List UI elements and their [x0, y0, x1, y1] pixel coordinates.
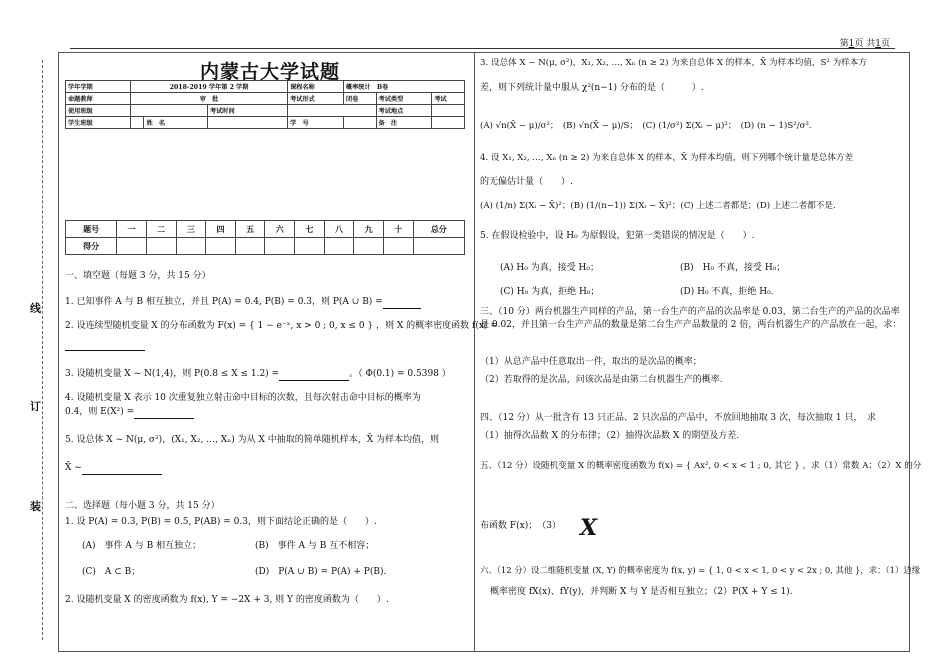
score-header-cell: 题号: [66, 221, 117, 238]
info-cell: 闭卷: [343, 93, 376, 105]
info-row: [66, 93, 465, 105]
binding-line: [42, 60, 43, 640]
score-header-cell: 四: [206, 221, 236, 238]
question-choice-4-line2: 的无偏估计量（ ）.: [480, 177, 573, 187]
score-cell[interactable]: [146, 238, 176, 255]
binding-label-zhuang: 装: [30, 500, 41, 513]
question-choice-1: 1. 设 P(A) = 0.3, P(B) = 0.5, P(AB) = 0.3，则下面结论正确的是（ ）.: [65, 517, 377, 527]
question-fill-1: [65, 296, 421, 309]
problem-5: 五、（12 分）设随机变量 X 的概率密度函数为 f(x) = { Ax², 0 < x < 1 ; 0, 其它 } ，求（1）常数 A；（2）X 的分: [480, 461, 922, 471]
question-fill-4-text: 0.4，则 E(X²) =: [65, 407, 135, 417]
info-row: [66, 81, 465, 93]
score-header-cell: 总分: [413, 221, 464, 238]
question-choice-3: 3. 设总体 X ~ N(μ, σ²)，X₁, X₂, …, Xₙ (n ≥ 2) 为来自总体 X 的样本，X̄ 为样本均值，S² 为样本方: [480, 58, 867, 68]
choice-5-option-b[interactable]: (B) H₀ 不真，接受 H₀；: [680, 263, 786, 273]
question-fill-2-blank: [65, 338, 145, 351]
choice-5-option-d[interactable]: (D) H₀ 不真，拒绝 H₀.: [680, 287, 774, 297]
score-header-cell: 九: [354, 221, 384, 238]
exam-info-table: [65, 80, 465, 129]
score-header-cell: 三: [176, 221, 206, 238]
column-divider: [474, 52, 475, 652]
question-fill-5-line2: [65, 462, 162, 475]
score-header-cell: 六: [265, 221, 295, 238]
score-row-label: 得分: [66, 238, 117, 255]
info-cell: 备 注: [376, 117, 432, 129]
score-header-cell: 五: [235, 221, 265, 238]
score-cell[interactable]: [354, 238, 384, 255]
problem-3: 三、（10 分）两台机器生产同样的产品，第一台生产的产品的次品率是 0.03，第二台生产的产品的次品率是 0.02，并且第一台生产产品的数量是第二台生产产品数量的 2 倍，两台机器生产的产品放在一起，求：: [480, 307, 902, 330]
info-cell: 概率统计 B卷: [343, 81, 464, 93]
info-cell: 考试时间: [207, 105, 287, 117]
info-cell: 学年学期: [66, 81, 131, 93]
choice-5-option-a[interactable]: (A) H₀ 为真，接受 H₀；: [500, 263, 600, 273]
score-header-cell: 十: [383, 221, 413, 238]
info-row: [66, 105, 465, 117]
problem-5-variable-x: X: [580, 515, 598, 541]
choice-1-option-b[interactable]: (B) 事件 A 与 B 互不相容；: [255, 541, 375, 551]
info-cell: 使用班级: [66, 105, 131, 117]
info-cell: 考试: [432, 93, 465, 105]
question-fill-4-line2: [65, 406, 194, 419]
question-fill-2-text: 2. 设连续型随机变量 X 的分布函数为 F(x) = { 1 − e⁻ˣ, x > 0 ; 0, x ≤ 0 } ，则 X 的概率密度函数 f(x) =: [65, 321, 498, 331]
score-row: [66, 238, 465, 255]
problem-6: 六、（12 分）设二维随机变量 (X, Y) 的概率密度为 f(x, y) = { 1, 0 < x < 1, 0 < y < 2x ; 0, 其他 }，求：（1）边缘: [480, 565, 921, 575]
score-header-cell: 八: [324, 221, 354, 238]
problem-4: 四、（12 分）从一批含有 13 只正品、2 只次品的产品中，不放回地抽取 3 次，每次抽取 1 只， 求: [480, 413, 876, 423]
page-number-current: 1: [848, 39, 855, 49]
choice-4-options[interactable]: (A) (1/n) Σ(Xᵢ − X̄)²；(B) (1/(n−1)) Σ(Xᵢ − X̄)²；(C) 上述二者都是；(D) 上述二者都不是.: [480, 201, 836, 211]
info-cell: 审 批: [131, 93, 288, 105]
score-cell[interactable]: [206, 238, 236, 255]
score-header-cell: 七: [295, 221, 325, 238]
info-cell: 考试类型: [376, 93, 432, 105]
score-table: [65, 220, 465, 255]
question-choice-4: 4. 设 X₁, X₂, …, Xₙ (n ≥ 2) 为来自总体 X 的样本，X̄ 为样本均值，则下列哪个统计量是总体方差: [480, 153, 854, 163]
info-cell: 学 号: [288, 117, 344, 129]
question-fill-3-hint: 。（ Φ(0.1) = 0.5398 ）: [349, 369, 451, 379]
score-cell[interactable]: [413, 238, 464, 255]
problem-6-line2: 概率密度 fX(x)、fY(y)，并判断 X 与 Y 是否相互独立；（2）P(X + Y ≤ 1).: [490, 587, 793, 597]
info-cell: 课程名称: [288, 81, 344, 93]
choice-5-option-c[interactable]: (C) H₀ 为真，拒绝 H₀；: [500, 287, 600, 297]
question-fill-1-text: 1. 已知事件 A 与 B 相互独立，并且 P(A) = 0.4, P(B) = 0.3，则 P(A ∪ B) =: [65, 297, 383, 307]
score-cell[interactable]: [176, 238, 206, 255]
question-choice-5: 5. 在假设检验中，设 H₀ 为原假设，犯第一类错误的情况是（ ）.: [480, 231, 755, 241]
info-cell: 考试地点: [376, 105, 432, 117]
section-choice-heading: 二、选择题（每小题 3 分，共 15 分）: [65, 501, 220, 511]
answer-blank[interactable]: [134, 408, 194, 419]
question-choice-3-line2: 差，则下列统计量中服从 χ²(n−1) 分布的是（ ）.: [480, 83, 704, 93]
answer-blank[interactable]: [279, 370, 349, 381]
question-fill-5: 5. 设总体 X ~ N(μ, σ²)，(X₁, X₂, …, Xₙ) 为从 X 中抽取的简单随机样本，X̄ 为样本均值，则: [65, 435, 439, 445]
problem-4-parts: （1）抽得次品数 X 的分布律；（2）抽得次品数 X 的期望及方差.: [480, 431, 740, 441]
answer-blank[interactable]: [82, 464, 162, 475]
choice-1-option-a[interactable]: (A) 事件 A 与 B 相互独立；: [82, 541, 202, 551]
binding-label-ding: 订: [30, 400, 41, 413]
binding-label-xian: 线: [30, 302, 41, 315]
page-number-mid: 页 共: [854, 39, 876, 49]
score-header-row: [66, 221, 465, 238]
info-cell: 姓 名: [144, 117, 207, 129]
score-header-cell: 一: [117, 221, 147, 238]
question-fill-2: [65, 320, 498, 333]
question-fill-4: 4. 设随机变量 X 表示 10 次重复独立射击命中目标的次数，且每次射击命中目标的概率为: [65, 393, 421, 403]
question-fill-3: [65, 368, 451, 381]
problem-5-line2: 布函数 F(x)； （3）: [480, 521, 561, 531]
exam-title: 内蒙古大学试题: [200, 61, 341, 83]
page-number-suffix: 页: [880, 39, 890, 49]
exam-frame: [58, 52, 910, 652]
problem-3-part-2: （2）若取得的是次品，问该次品是由第二台机器生产的概率.: [480, 375, 723, 385]
info-cell: 考试形式: [288, 93, 344, 105]
header-rule: [70, 48, 895, 49]
score-cell[interactable]: [265, 238, 295, 255]
page-number-total: 1: [875, 39, 881, 49]
answer-blank[interactable]: [65, 340, 145, 351]
score-cell[interactable]: [295, 238, 325, 255]
info-cell: 学生班级: [66, 117, 131, 129]
answer-blank[interactable]: [383, 298, 421, 309]
page-number-prefix: 第: [839, 39, 849, 49]
score-cell[interactable]: [324, 238, 354, 255]
score-cell[interactable]: [383, 238, 413, 255]
choice-1-option-d[interactable]: (D) P(A ∪ B) = P(A) + P(B).: [255, 567, 387, 577]
score-cell[interactable]: [235, 238, 265, 255]
score-cell[interactable]: [117, 238, 147, 255]
question-fill-5-text: X̄ ~: [65, 463, 82, 473]
info-cell: 2018-2019 学年第 2 学期: [131, 81, 288, 93]
problem-3-part-1: （1）从总产品中任意取出一件，取出的是次品的概率；: [480, 357, 702, 367]
section-fill-in-heading: 一、填空题（每题 3 分，共 15 分）: [65, 271, 211, 281]
choice-3-options[interactable]: (A) √n(X̄ − μ)/σ²； (B) √n(X̄ − μ)/S； (C) (1/σ²) Σ(Xᵢ − μ)²； (D) (n − 1)S²/σ².: [480, 121, 812, 131]
info-row: [66, 117, 465, 129]
score-header-cell: 二: [146, 221, 176, 238]
question-choice-2: 2. 设随机变量 X 的密度函数为 f(x), Y = −2X + 3, 则 Y 的密度函数为（ ）.: [65, 595, 389, 605]
question-fill-3-text: 3. 设随机变量 X ~ N(1,4)，则 P(0.8 ≤ X ≤ 1.2) =: [65, 369, 280, 379]
choice-1-option-c[interactable]: (C) A ⊂ B；: [82, 567, 141, 577]
info-cell: 命题教师: [66, 93, 131, 105]
